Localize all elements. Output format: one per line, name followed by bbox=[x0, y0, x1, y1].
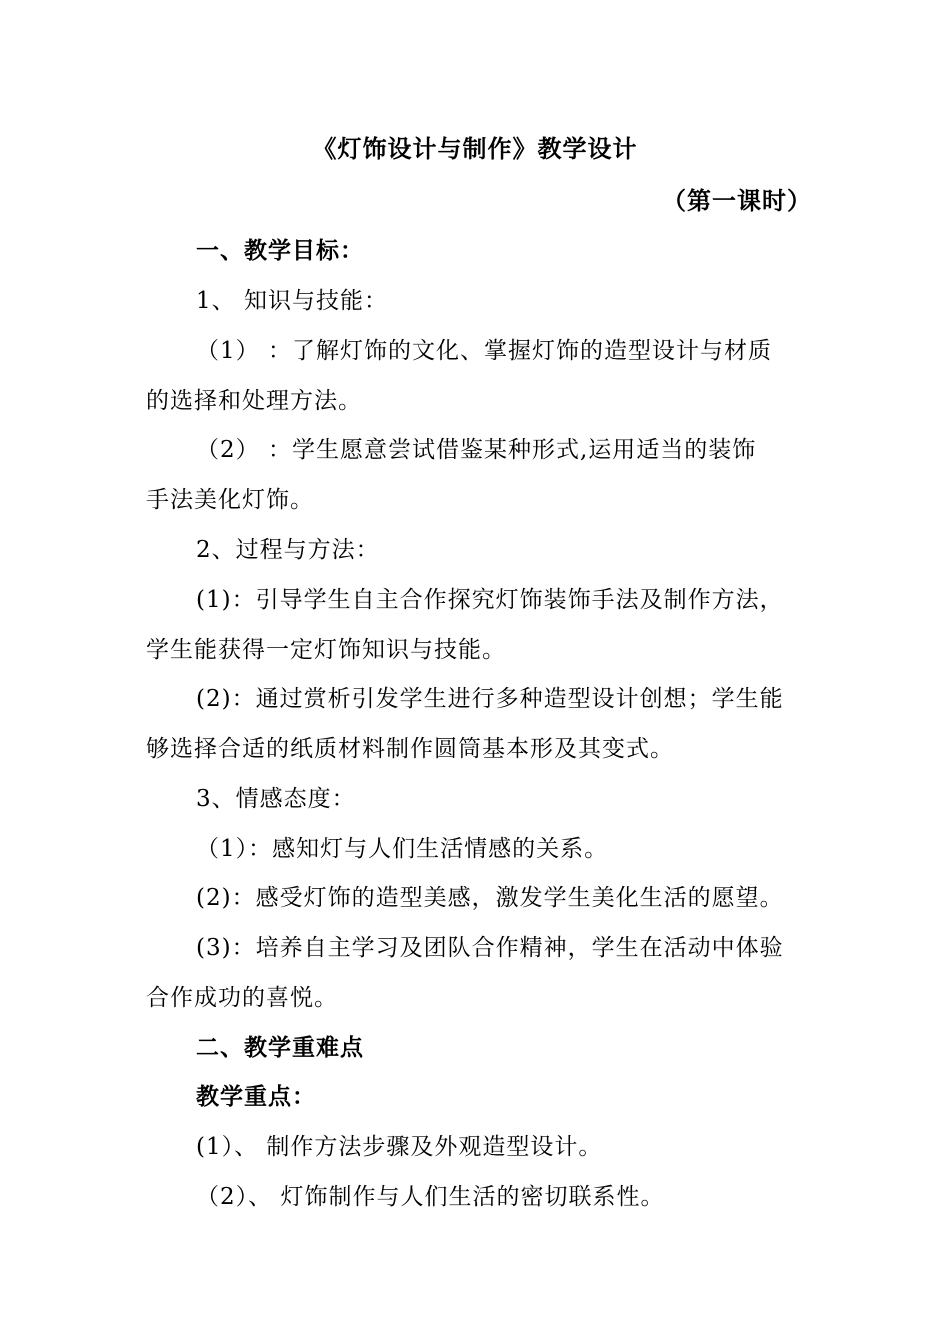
paragraph-line: 合作成功的喜悦。 bbox=[146, 985, 338, 1011]
key-point-item: (1）、 制作方法步骤及外观造型设计。 bbox=[196, 1134, 603, 1160]
document-title: 《灯饰设计与制作》教学设计 bbox=[312, 134, 638, 163]
paragraph-line: （2） ：学生愿意尝试借鉴某种形式,运用适当的装饰 bbox=[196, 437, 757, 463]
paragraph-line: (2)：通过赏析引发学生进行多种造型设计创想；学生能 bbox=[196, 686, 784, 712]
paragraph-line: (1)：引导学生自主合作探究灯饰装饰手法及制作方法， bbox=[196, 587, 784, 613]
subsection-process-method: 2、过程与方法： bbox=[196, 537, 380, 563]
paragraph-line: 手法美化灯饰。 bbox=[146, 487, 314, 513]
paragraph-line: 的选择和处理方法。 bbox=[146, 388, 362, 414]
paragraph-line: (2)：感受灯饰的造型美感，激发学生美化生活的愿望。 bbox=[196, 885, 784, 911]
subsection-knowledge-skills: 1、 知识与技能： bbox=[196, 288, 388, 314]
lesson-period: （第一课时） bbox=[662, 186, 812, 215]
paragraph-line: （1）：感知灯与人们生活情感的关系。 bbox=[196, 836, 609, 862]
section-heading-key-points: 二、教学重难点 bbox=[196, 1034, 364, 1061]
section-heading-objectives: 一、教学目标： bbox=[196, 237, 364, 264]
key-points-heading: 教学重点： bbox=[196, 1083, 316, 1110]
paragraph-line: (3)：培养自主学习及团队合作精神，学生在活动中体验 bbox=[196, 935, 784, 961]
paragraph-line: （1） ：了解灯饰的文化、掌握灯饰的造型设计与材质 bbox=[196, 338, 772, 364]
key-point-item: （2）、 灯饰制作与人们生活的密切联系性。 bbox=[196, 1184, 665, 1210]
paragraph-line: 够选择合适的纸质材料制作圆筒基本形及其变式。 bbox=[146, 736, 674, 762]
paragraph-line: 学生能获得一定灯饰知识与技能。 bbox=[146, 637, 506, 663]
subsection-emotion-attitude: 3、情感态度： bbox=[196, 786, 356, 812]
